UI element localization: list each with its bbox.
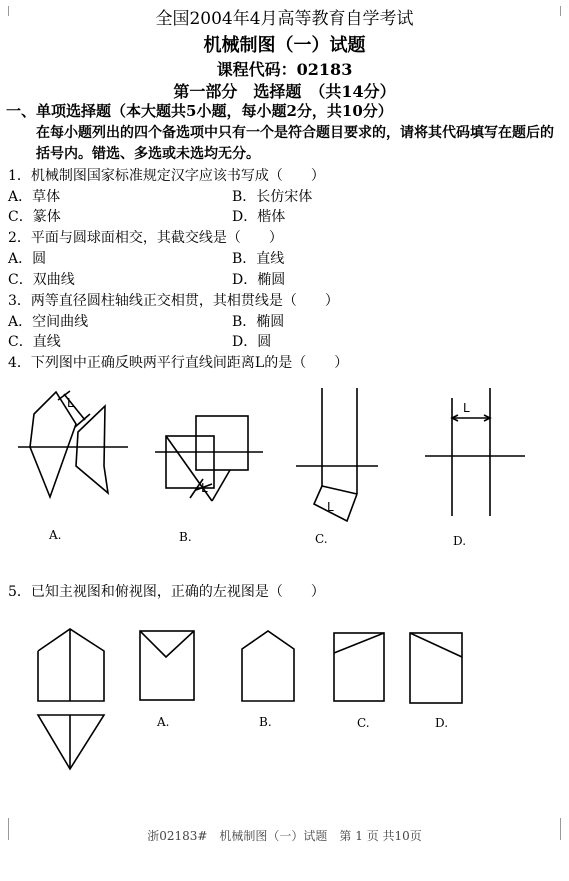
option-a: A．圆 — [8, 251, 47, 267]
part-title: 第一部分 选择题 （共14分） — [173, 82, 396, 101]
question-4: 4．下列图中正确反映两平行直线间距离L的是（ ） — [8, 355, 349, 371]
figure-label: D. — [453, 534, 467, 548]
q5-figures — [0, 625, 569, 775]
course-code: 课程代码：02183 — [216, 60, 353, 79]
q4-figure-c — [296, 388, 378, 521]
figure-label: C. — [357, 716, 370, 730]
option-c-view — [334, 633, 384, 701]
option-a: A．空间曲线 — [8, 314, 89, 330]
section-heading: 一、单项选择题（本大题共5小题，每小题2分，共10分） — [6, 102, 393, 120]
option-d: D．楷体 — [232, 209, 286, 225]
figure-label: B. — [179, 530, 192, 544]
option-c: C．直线 — [8, 334, 61, 350]
option-a: A．草体 — [8, 189, 61, 205]
option-b: B．直线 — [232, 251, 285, 267]
dimension-label: L — [67, 396, 74, 410]
exam-title: 全国2004年4月高等教育自学考试 — [155, 9, 414, 29]
question-3: 3．两等直径圆柱轴线正交相贯，其相贯线是（ ） — [8, 293, 339, 309]
figure-label: D. — [435, 716, 449, 730]
top-view — [38, 715, 104, 769]
front-view — [38, 629, 104, 701]
question-1: 1．机械制图国家标准规定汉字应该书写成（ ） — [8, 168, 325, 184]
dimension-label: L — [201, 481, 208, 495]
subject-title: 机械制图（一）试题 — [203, 35, 366, 56]
q4-figures — [0, 376, 569, 576]
page-footer: 浙02183# 机械制图（一）试题 第 1 页 共10页 — [147, 829, 422, 843]
option-c: C．篆体 — [8, 209, 61, 225]
instruction-line-2: 括号内。错选、多选或未选均无分。 — [36, 146, 260, 162]
option-d-view — [410, 633, 462, 703]
dimension-label: L — [463, 401, 470, 415]
option-b: B．椭圆 — [232, 314, 285, 330]
option-a-view — [140, 631, 194, 700]
option-c: C．双曲线 — [8, 272, 75, 288]
option-b: B．长仿宋体 — [232, 189, 313, 205]
q4-figure-d — [425, 388, 525, 516]
figure-label: B. — [259, 715, 272, 729]
option-d: D．椭圆 — [232, 272, 286, 288]
figure-label: C. — [315, 532, 328, 546]
question-2: 2．平面与圆球面相交，其截交线是（ ） — [8, 230, 283, 246]
instruction-line-1: 在每小题列出的四个备选项中只有一个是符合题目要求的，请将其代码填写在题后的 — [36, 125, 554, 141]
option-d: D．圆 — [232, 334, 272, 350]
figure-label: A. — [157, 715, 170, 729]
question-5: 5．已知主视图和俯视图，正确的左视图是（ ） — [8, 584, 325, 600]
figure-label: A. — [49, 528, 62, 542]
option-b-view — [242, 631, 294, 701]
q4-figure-b — [155, 416, 263, 501]
dimension-label: L — [327, 500, 334, 514]
